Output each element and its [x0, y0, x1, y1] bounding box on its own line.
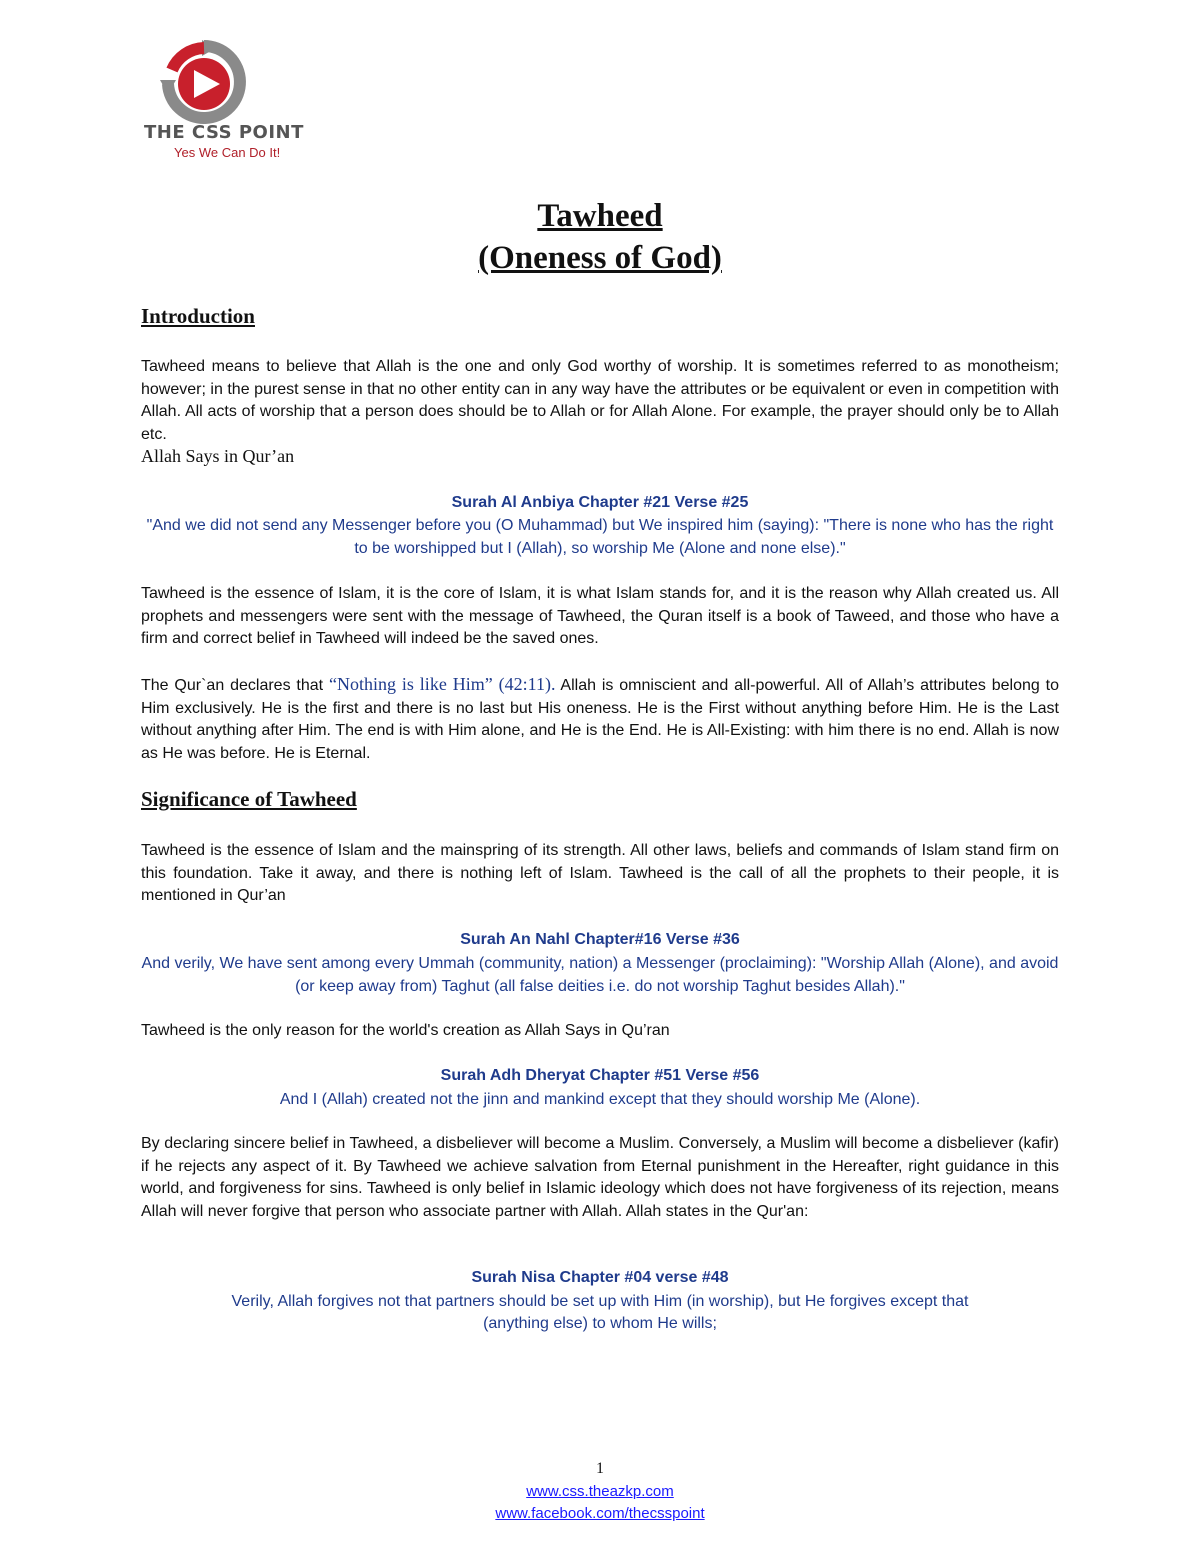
verse-nahl: And verily, We have sent among every Ummah (community, nation) a Messenger (proclaiming): "Worship Allah (Alone), and avoid (or keep away from) Taghut (all false deities i.e. do not worship Taghut besides Allah)." — [141, 955, 1059, 995]
surah-title-nahl: Surah An Nahl Chapter#16 Verse #36 — [460, 931, 740, 948]
page-number: 1 — [596, 1460, 604, 1477]
verse-dheryat: And I (Allah) created not the jinn and mankind except that they should worship Me (Alone). — [279, 1091, 921, 1108]
allah-says-line: Allah Says in Qur’an — [141, 446, 295, 466]
verse-anbiya: "And we did not send any Messenger before you (O Muhammad) but We inspired him (saying): "There is none who has the right to be worshipped but I (Allah), so worship Me (Alone and none else)." — [146, 517, 1054, 557]
logo-wordmark: THE CSS POINT — [144, 122, 304, 143]
surah-title-nisa: Surah Nisa Chapter #04 verse #48 — [471, 1269, 729, 1286]
intro-paragraph: Tawheed means to believe that Allah is the one and only God worthy of worship. It is sometimes referred to as monotheism; however; in the purest sense in that no other entity can in any way have the attributes or be equivalent or even in competition with Allah. All acts of worship that a person does should be to Allah or for Allah Alone. For example, the prayer should only be to Allah etc. — [141, 358, 1059, 443]
creation-reason-line: Tawheed is the only reason for the world's creation as Allah Says in Qu’ran — [141, 1022, 670, 1039]
surah-title-anbiya: Surah Al Anbiya Chapter #21 Verse #25 — [451, 494, 749, 511]
significance-paragraph: Tawheed is the essence of Islam and the mainspring of its strength. All other laws, beliefs and commands of Islam stand firm on this foundation. Take it away, and there is nothing left of Islam. Tawheed is the call of all the prophets to their people, it is mentioned in Qur’an — [141, 842, 1059, 905]
logo-tagline: Yes We Can Do It! — [174, 145, 281, 160]
surah-title-dheryat: Surah Adh Dheryat Chapter #51 Verse #56 — [440, 1067, 760, 1084]
css-point-logo — [140, 40, 340, 165]
document-title: Tawheed — [537, 198, 663, 234]
section-heading-introduction: Introduction — [141, 304, 255, 328]
quran-quote-highlight: “Nothing is like Him” (42:11). — [328, 674, 556, 694]
verse-nisa-line-2: (anything else) to whom He wills; — [483, 1315, 717, 1332]
verse-nisa-line-1: Verily, Allah forgives not that partners should be set up with Him (in worship), but He forgives except that — [231, 1293, 969, 1310]
logo-emblem-icon — [154, 40, 254, 125]
website-link[interactable]: www.css.theazkp.com — [526, 1483, 674, 1500]
essence-paragraph: Tawheed is the essence of Islam, it is the core of Islam, it is what Islam stands for, and it is the reason why Allah created us. All prophets and messengers were sent with the message of Tawheed, the Quran itself is a book of Taweed, and those who have a firm and correct belief in Tawheed will indeed be the saved ones. — [141, 585, 1059, 648]
declaring-belief-paragraph: By declaring sincere belief in Tawheed, a disbeliever will become a Muslim. Conversely, a Muslim will become a disbeliever (kafir) if he rejects any aspect of it. By Tawheed we achieve salvation from Eternal punishment in the Hereafter, right guidance in this world, and forgiveness for sins. Tawheed is only belief in Islamic ideology which does not have forgiveness of its rejection, means Allah will never forgive that person who associate partner with Allah. Allah states in the Qur'an: — [141, 1135, 1059, 1220]
nothing-like-him-paragraph: The Qur`an declares that “Nothing is like Him” (42:11). Allah is omniscient and all-powerful. All of Allah’s attributes belong to Him exclusively. He is the first and there is no last but His oneness. He is the First without anything before Him. He is the Last without anything after Him. The end is with Him alone, and He is the End. He is All-Existing: with him there is no end. Allah is now as He was before. He is Eternal. — [141, 674, 1060, 762]
document-subtitle: (Oneness of God) — [478, 240, 722, 276]
section-heading-significance: Significance of Tawheed — [141, 787, 357, 811]
facebook-link[interactable]: www.facebook.com/thecsspoint — [495, 1505, 705, 1522]
